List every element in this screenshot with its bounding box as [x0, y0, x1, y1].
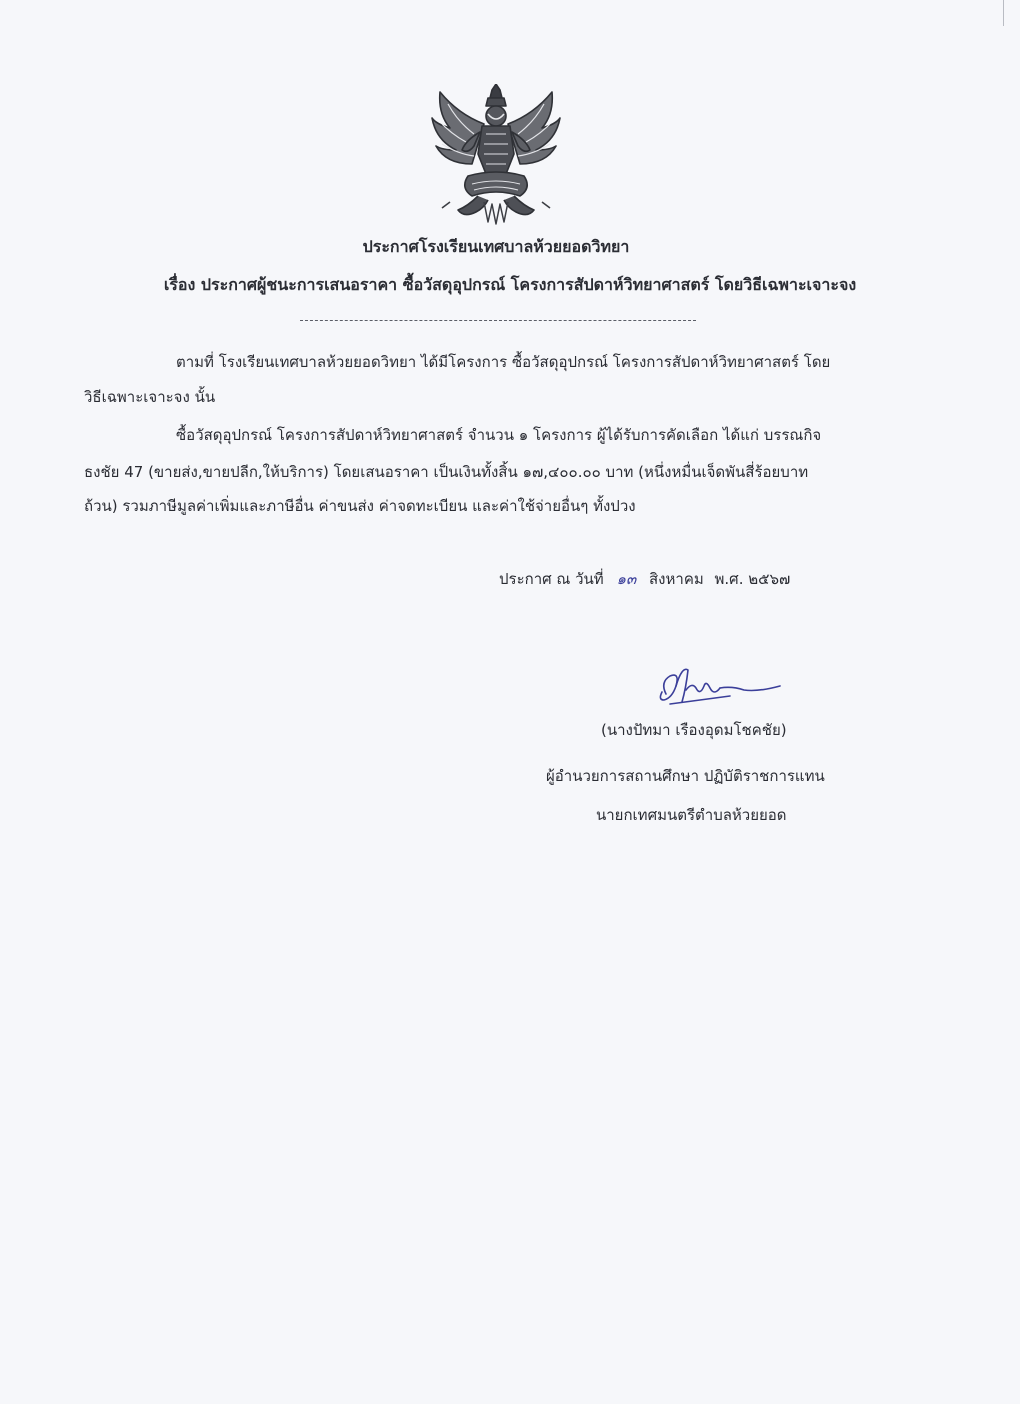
body-paragraph-2-line-3: ถ้วน) รวมภาษีมูลค่าเพิ่มและภาษีอื่น ค่าขนส่ง ค่าจดทะเบียน และค่าใช้จ่ายอื่นๆ ทั้งปวง — [84, 497, 636, 515]
date-day-handwritten: ๑๓ — [616, 570, 637, 588]
body-paragraph-2-line-1: ซื้อวัสดุอุปกรณ์ โครงการสัปดาห์วิทยาศาสตร์ จำนวน ๑ โครงการ ผู้ได้รับการคัดเลือก ได้แก่ บรรณกิจ — [176, 426, 822, 444]
document-title: ประกาศโรงเรียนเทศบาลห้วยยอดวิทยา — [362, 237, 630, 256]
scan-edge-mark — [1003, 0, 1004, 26]
body-paragraph-2-line-2: ธงชัย 47 (ขายส่ง,ขายปลีก,ให้บริการ) โดยเสนอราคา เป็นเงินทั้งสิ้น ๑๗,๔๐๐.๐๐ บาท (หนึ่งหมื่นเจ็ดพันสี่ร้อยบาท — [84, 463, 809, 481]
announcement-date — [499, 567, 790, 591]
title-divider — [300, 320, 696, 321]
body-paragraph-1-line-2: วิธีเฉพาะเจาะจง นั้น — [84, 388, 216, 406]
date-month: สิงหาคม — [649, 570, 704, 588]
date-year: พ.ศ. ๒๕๖๗ — [714, 570, 791, 588]
signatory-position: ผู้อำนวยการสถานศึกษา ปฏิบัติราชการแทน — [546, 767, 825, 785]
signatory-name: (นางปัทมา เรืองอุดมโชคชัย) — [601, 721, 787, 739]
signatory-on-behalf-of: นายกเทศมนตรีตำบลห้วยยอด — [596, 806, 787, 824]
document-subject: เรื่อง ประกาศผู้ชนะการเสนอราคา ซื้อวัสดุอุปกรณ์ โครงการสัปดาห์วิทยาศาสตร์ โดยวิธีเฉพาะเจาะจง — [163, 275, 857, 294]
garuda-emblem-icon — [428, 84, 564, 226]
body-paragraph-1-line-1: ตามที่ โรงเรียนเทศบาลห้วยยอดวิทยา ได้มีโครงการ ซื้อวัสดุอุปกรณ์ โครงการสัปดาห์วิทยาศาสตร์ โดย — [176, 353, 831, 371]
date-prefix: ประกาศ ณ วันที่ — [499, 570, 604, 588]
handwritten-signature — [640, 660, 790, 720]
